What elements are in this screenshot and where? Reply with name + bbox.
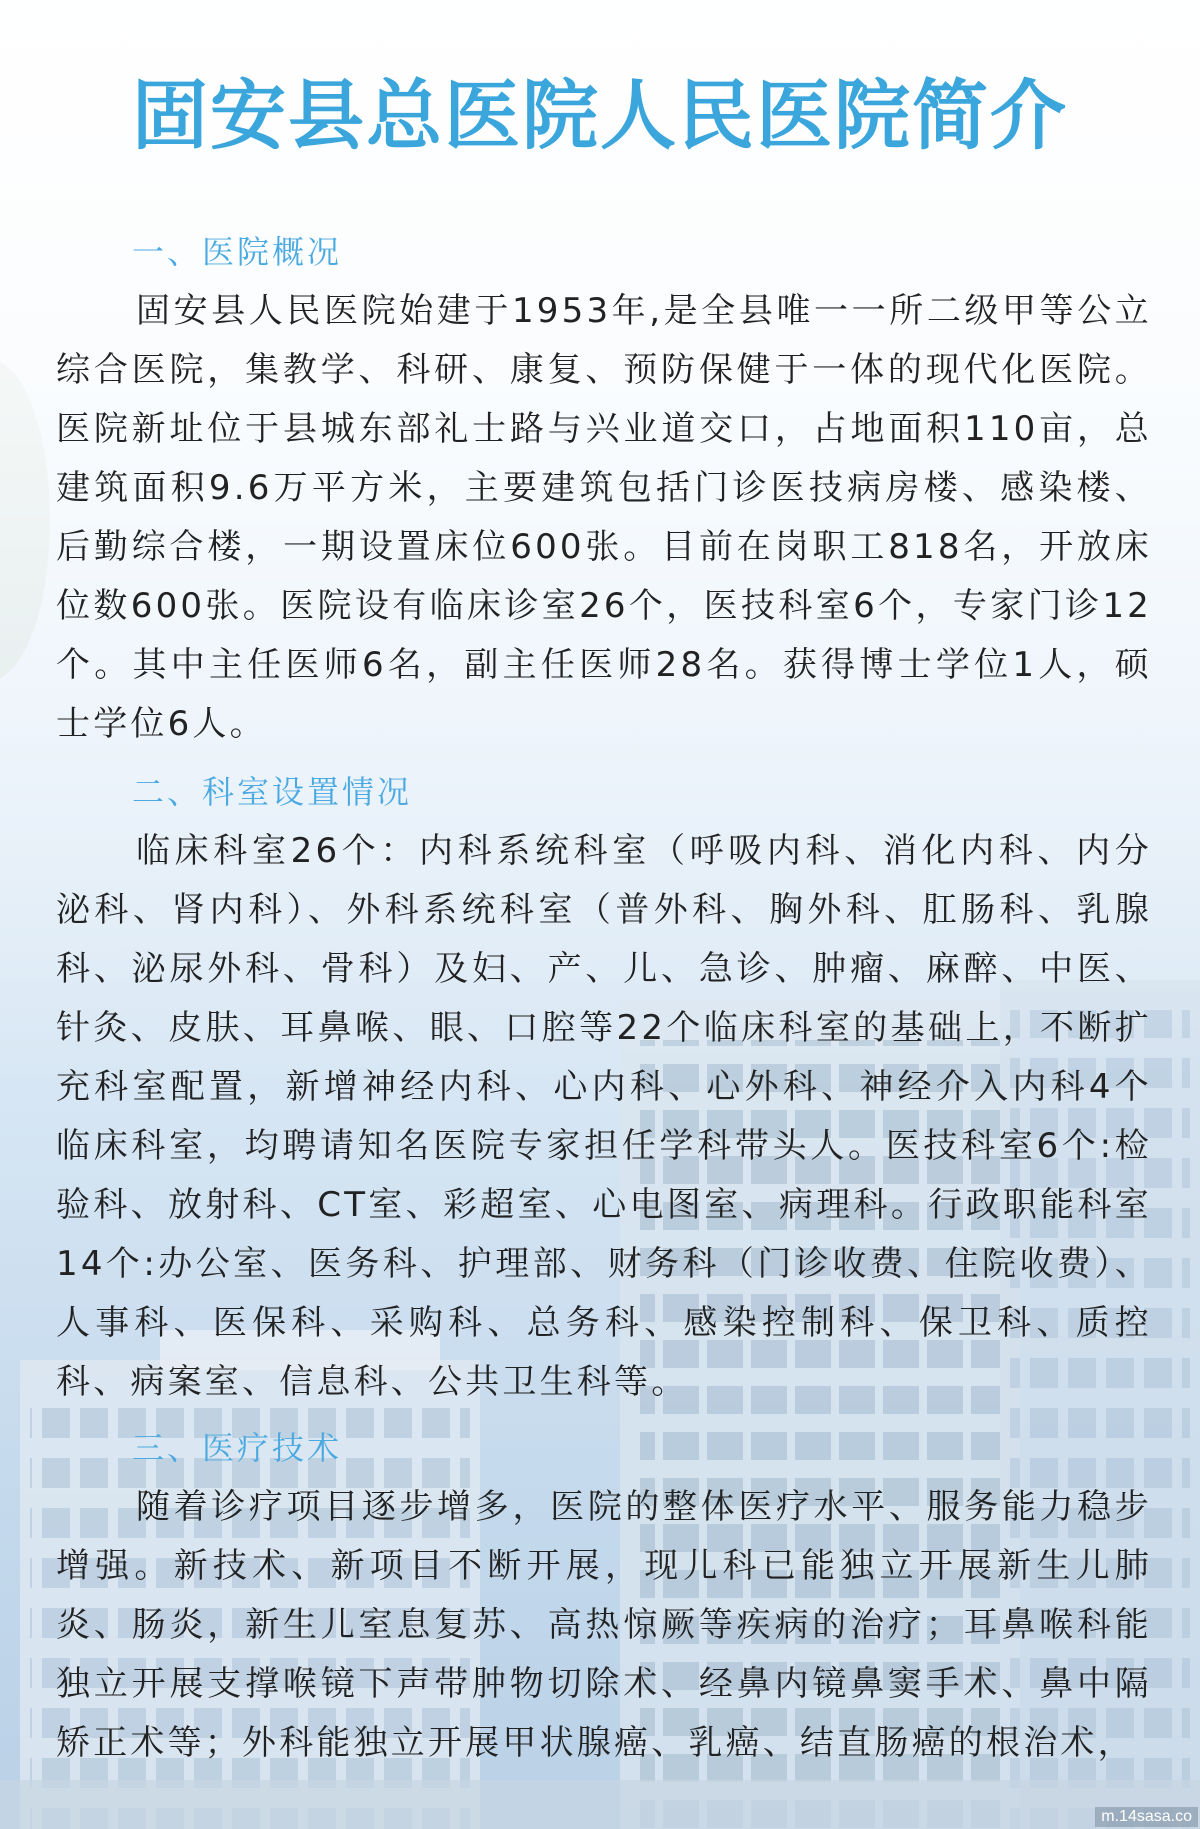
section-paragraph-medical-technology: 随着诊疗项目逐步增多，医院的整体医疗水平、服务能力稳步增强。新技术、新项目不断开展，现儿科已能独立开展新生儿肺炎、肠炎，新生儿室息复苏、高热惊厥等疾病的治疗；耳鼻喉科能独立开展支撑喉镜下声带肿物切除术、经鼻内镜鼻窦手术、鼻中隔矫正术等；外科能独立开展甲状腺癌、乳癌、结直肠癌的根治术， xyxy=(56,1487,1152,1763)
section-paragraph-overview: 固安县人民医院始建于1953年,是全县唯一一所二级甲等公立综合医院，集教学、科研、康复、预防保健于一体的现代化医院。医院新址位于县城东部礼士路与兴业道交口，占地面积110亩，总建筑面积9.6万平方米，主要建筑包括门诊医技病房楼、感染楼、后勤综合楼，一期设置床位600张。目前在岗职工818名，开放床位数600张。医院设有临床诊室26个，医技科室6个，专家门诊12个。其中主任医师6名，副主任医师28名。获得博士学位1人，硕士学位6人。 xyxy=(56,291,1152,744)
page-title: 固安县总医院人民医院简介 xyxy=(132,71,1068,160)
section-paragraph-departments: 临床科室26个：内科系统科室（呼吸内科、消化内科、内分泌科、肾内科）、外科系统科室（普外科、胸外科、肛肠科、乳腺科、泌尿外科、骨科）及妇、产、儿、急诊、肿瘤、麻醉、中医、针灸、皮肤、耳鼻喉、眼、口腔等22个临床科室的基础上，不断扩充科室配置，新增神经内科、心内科、心外科、神经介入内科4个临床科室，均聘请知名医院专家担任学科带头人。医技科室6个:检验科、放射科、CT室、彩超室、心电图室、病理科。行政职能科室14个:办公室、医务科、护理部、财务科（门诊收费、住院收费）、人事科、医保科、采购科、总务科、感染控制科、保卫科、质控科、病案室、信息科、公共卫生科等。 xyxy=(56,831,1152,1402)
section-heading-medical-technology: 三、医疗技术 xyxy=(132,1429,343,1467)
watermark: m.14sasa.co xyxy=(1095,1807,1198,1827)
section-heading-overview: 一、医院概况 xyxy=(132,233,343,271)
section-heading-departments: 二、科室设置情况 xyxy=(132,773,413,811)
